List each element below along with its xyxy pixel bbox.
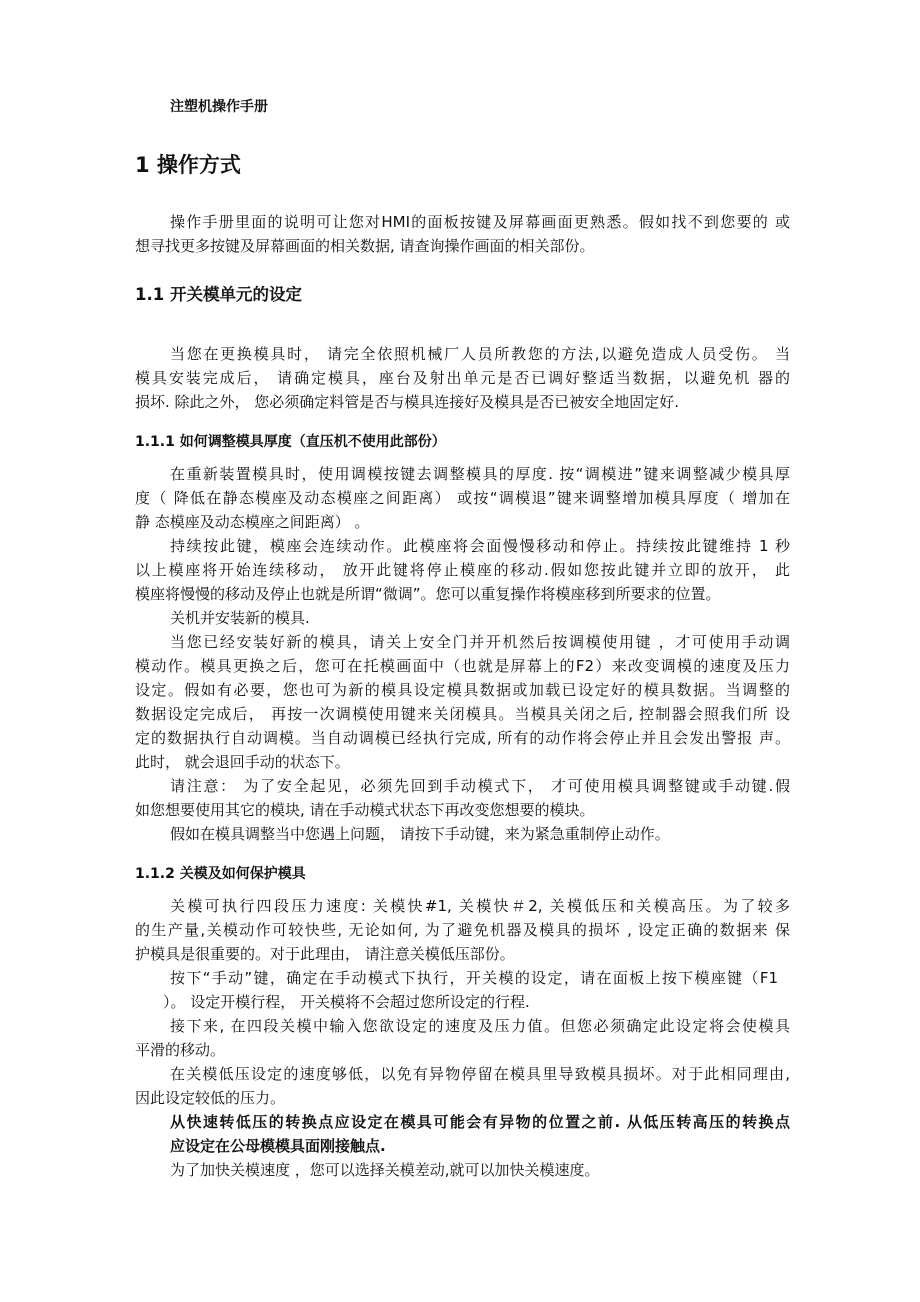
paragraph-line: 设定。假如有必要，您也可为新的模具设定模具数据或加载已设定好的模具数据。当调整的 xyxy=(135,681,790,699)
paragraph-line: 如您想要使用其它的模块, 请在手动模式状态下再改变您想要的模块。 xyxy=(135,801,595,819)
paragraph-line: 因此设定较低的压力。 xyxy=(135,1089,286,1107)
paragraph-line: 关模可执行四段压力速度: 关模快#1, 关模快＃2, 关模低压和关模高压。为了较多 xyxy=(170,897,790,915)
paragraph-line: 请注意： 为了安全起见，必须先回到手动模式下， 才可使用模具调整键或手动键.假 xyxy=(170,777,790,795)
paragraph-line: 在关模低压设定的速度够低，以免有异物停留在模具里导致模具损坏。对于此相同理由, xyxy=(170,1065,790,1083)
paragraph-line: 护模具是很重要的。对于此理由， 请注意关模低压部份。 xyxy=(135,945,515,963)
bold-paragraph-line: 应设定在公母模模具面刚接触点. xyxy=(170,1137,386,1155)
bold-paragraph-line: 从快速转低压的转换点应设定在模具可能会有异物的位置之前. 从低压转高压的转换点 xyxy=(170,1113,790,1131)
paragraph-line: 的生产量,关模动作可较快些, 无论如何, 为了避免机器及模具的损坏 , 设定正确的数据来 保 xyxy=(135,921,790,939)
paragraph-line: 持续按此键，模座会连续动作。此模座将会面慢慢移动和停止。持续按此键维持 1 秒 xyxy=(170,537,790,555)
paragraph-line: 当您在更换模具时， 请完全依照机械厂人员所教您的方法,以避免造成人员受伤。 当 xyxy=(170,345,790,363)
paragraph-line: 操作手册里面的说明可让您对HMI的面板按键及屏幕画面更熟悉。假如找不到您要的 或 xyxy=(170,213,790,231)
paragraph-line: 模动作。模具更换之后，您可在托模画面中（也就是屏幕上的F2）来改变调模的速度及压力 xyxy=(135,657,790,675)
paragraph-line: 模具安装完成后， 请确定模具，座台及射出单元是否已调好整适当数据，以避免机 器的 xyxy=(135,369,790,387)
paragraph-line: 模座将慢慢的移动及停止也就是所谓“微调”。您可以重复操作将模座移到所要求的位置。 xyxy=(135,585,721,603)
paragraph-line: 此时， 就会退回手动的状态下。 xyxy=(135,753,350,771)
section-heading: 1.1 开关模单元的设定 xyxy=(135,285,302,304)
subsection-heading: 1.1.1 如何调整模具厚度（直压机不使用此部份） xyxy=(135,434,446,450)
paragraph-line: 度（ 降低在静态模座及动态模座之间距离） 或按“调模退”键来调整增加模具厚度（ 增加在 xyxy=(135,489,790,507)
paragraph-line: 在重新装置模具时，使用调模按键去调整模具的厚度. 按“调模进”键来调整减少模具厚 xyxy=(170,465,790,483)
paragraph-line: 假如在模具调整当中您遇上问题， 请按下手动键，来为紧急重制停止动作。 xyxy=(170,825,670,843)
paragraph-line: 按下“手动”键，确定在手动模式下执行，开关模的设定，请在面板上按下模座键（F1 xyxy=(170,969,778,987)
paragraph-line: 当您已经安装好新的模具，请关上安全门并开机然后按调模使用键 ，才可使用手动调 xyxy=(170,633,790,651)
paragraph-line: 为了加快关模速度 ，您可以选择关模差动,就可以加快关模速度。 xyxy=(170,1161,600,1179)
paragraph-line: 以上模座将开始连续移动， 放开此键将停止模座的移动.假如您按此键并立即的放开， 此 xyxy=(135,561,790,579)
paragraph-line: 关机并安装新的模具. xyxy=(170,609,310,627)
chapter-heading: 1 操作方式 xyxy=(135,153,241,177)
paragraph-line: 平滑的移动。 xyxy=(135,1041,226,1059)
paragraph-line: 损坏. 除此之外， 您必须确定料管是否与模具连接好及模具是否已被安全地固定好. xyxy=(135,393,680,411)
document-header: 注塑机操作手册 xyxy=(170,99,268,115)
paragraph-line: 定的数据执行自动调模。当自动调模已经执行完成, 所有的动作将会停止并且会发出警报 声。 xyxy=(135,729,790,747)
paragraph-line: 静 态模座及动态模座之间距离） 。 xyxy=(135,513,370,531)
subsection-heading: 1.1.2 关模及如何保护模具 xyxy=(135,866,306,882)
paragraph-line: ）。 设定开模行程， 开关模将不会超过您所设定的行程. xyxy=(163,993,530,1011)
paragraph-line: 接下来, 在四段关模中输入您欲设定的速度及压力值。但您必须确定此设定将会使模具 xyxy=(170,1017,790,1035)
paragraph-line: 想寻找更多按键及屏幕画面的相关数据, 请查询操作画面的相关部份。 xyxy=(135,237,595,255)
paragraph-line: 数据设定完成后， 再按一次调模使用键来关闭模具。当模具关闭之后, 控制器会照我们所 设 xyxy=(135,705,790,723)
